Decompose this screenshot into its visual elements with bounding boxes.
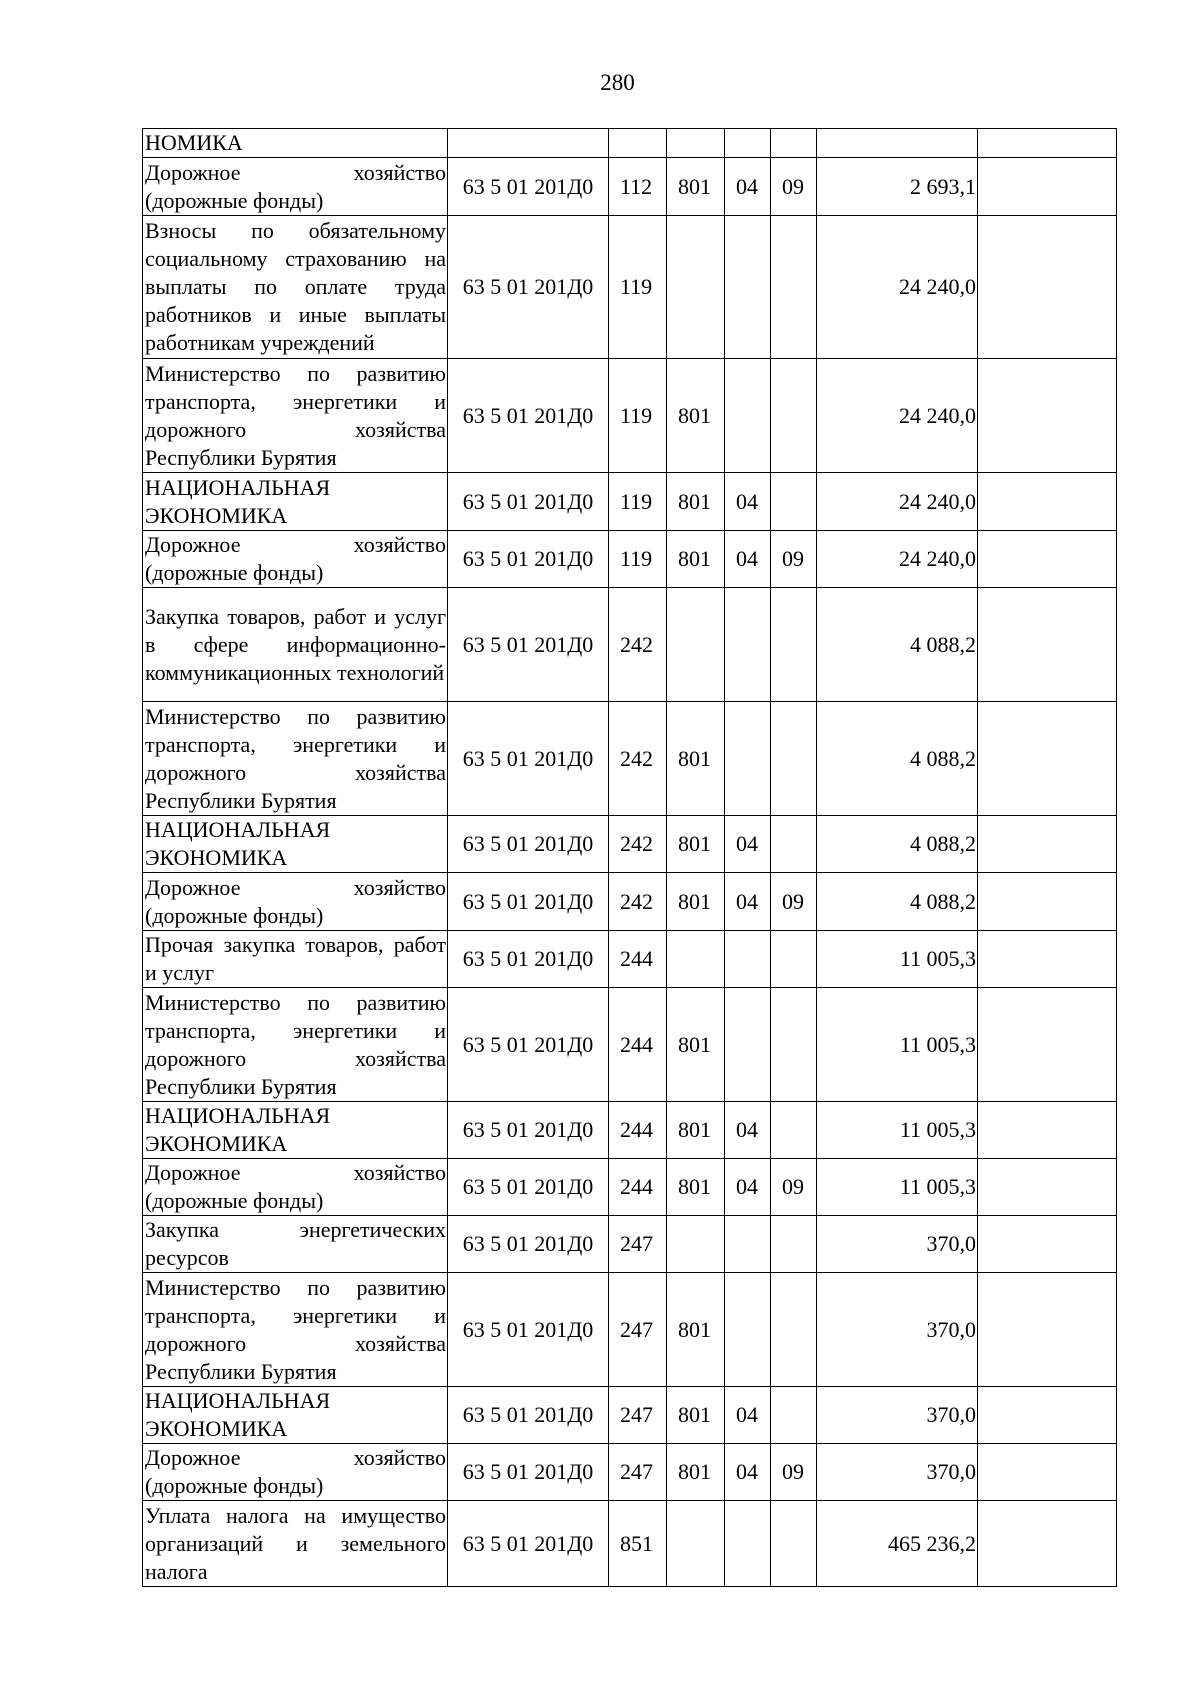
administrator-code: 801 bbox=[667, 158, 725, 216]
target-article: 63 5 01 201Д0 bbox=[448, 1273, 609, 1387]
target-article: 63 5 01 201Д0 bbox=[448, 1387, 609, 1444]
administrator-code: 801 bbox=[667, 816, 725, 873]
row-name: НАЦИОНАЛЬНАЯ ЭКОНОМИКА bbox=[143, 816, 448, 873]
table-row bbox=[143, 1159, 1117, 1216]
subsection-code: 09 bbox=[771, 1159, 817, 1216]
target-article: 63 5 01 201Д0 bbox=[448, 1159, 609, 1216]
expense-type: 119 bbox=[609, 359, 667, 473]
expense-type: 112 bbox=[609, 158, 667, 216]
target-article: 63 5 01 201Д0 bbox=[448, 816, 609, 873]
row-name: Дорожное хозяйство (дорожные фонды) bbox=[143, 1444, 448, 1501]
subsection-code bbox=[771, 1273, 817, 1387]
empty-cell bbox=[978, 1387, 1117, 1444]
administrator-code: 801 bbox=[667, 473, 725, 531]
section-code bbox=[725, 588, 771, 702]
administrator-code: 801 bbox=[667, 988, 725, 1102]
section-code: 04 bbox=[725, 473, 771, 531]
row-name: НАЦИОНАЛЬНАЯ ЭКОНОМИКА bbox=[143, 1102, 448, 1159]
section-code bbox=[725, 1273, 771, 1387]
section-code bbox=[725, 988, 771, 1102]
empty-cell bbox=[978, 216, 1117, 359]
expense-type: 851 bbox=[609, 1501, 667, 1587]
administrator-code: 801 bbox=[667, 359, 725, 473]
amount: 370,0 bbox=[817, 1387, 978, 1444]
budget-table-body bbox=[143, 129, 1117, 1587]
empty-cell bbox=[978, 129, 1117, 158]
target-article bbox=[448, 129, 609, 158]
table-row bbox=[143, 216, 1117, 359]
table-row bbox=[143, 588, 1117, 702]
administrator-code: 801 bbox=[667, 702, 725, 816]
amount: 4 088,2 bbox=[817, 702, 978, 816]
administrator-code: 801 bbox=[667, 1387, 725, 1444]
table-row bbox=[143, 931, 1117, 988]
amount: 24 240,0 bbox=[817, 216, 978, 359]
row-name: Взносы по обязательному социальному страхованию на выплаты по оплате труда работников и иные выплаты работникам учреждений bbox=[143, 216, 448, 359]
amount: 2 693,1 bbox=[817, 158, 978, 216]
amount: 11 005,3 bbox=[817, 1102, 978, 1159]
empty-cell bbox=[978, 359, 1117, 473]
table-row bbox=[143, 473, 1117, 531]
subsection-code bbox=[771, 359, 817, 473]
amount: 4 088,2 bbox=[817, 816, 978, 873]
expense-type: 244 bbox=[609, 1159, 667, 1216]
section-code bbox=[725, 129, 771, 158]
administrator-code: 801 bbox=[667, 873, 725, 931]
row-name: Министерство по развитию транспорта, энергетики и дорожного хозяйства Республики Бурятия bbox=[143, 359, 448, 473]
empty-cell bbox=[978, 1159, 1117, 1216]
row-name: Уплата налога на имущество организаций и земельного налога bbox=[143, 1501, 448, 1587]
administrator-code bbox=[667, 588, 725, 702]
row-name: Министерство по развитию транспорта, энергетики и дорожного хозяйства Республики Бурятия bbox=[143, 1273, 448, 1387]
section-code: 04 bbox=[725, 1387, 771, 1444]
section-code bbox=[725, 216, 771, 359]
subsection-code bbox=[771, 1102, 817, 1159]
target-article: 63 5 01 201Д0 bbox=[448, 588, 609, 702]
empty-cell bbox=[978, 531, 1117, 588]
row-name: Закупка энергетических ресурсов bbox=[143, 1216, 448, 1273]
administrator-code bbox=[667, 1501, 725, 1587]
empty-cell bbox=[978, 473, 1117, 531]
empty-cell bbox=[978, 588, 1117, 702]
expense-type bbox=[609, 129, 667, 158]
empty-cell bbox=[978, 816, 1117, 873]
subsection-code bbox=[771, 1501, 817, 1587]
subsection-code bbox=[771, 702, 817, 816]
target-article: 63 5 01 201Д0 bbox=[448, 988, 609, 1102]
expense-type: 244 bbox=[609, 931, 667, 988]
row-name: НОМИКА bbox=[143, 129, 448, 158]
row-name: НАЦИОНАЛЬНАЯ ЭКОНОМИКА bbox=[143, 1387, 448, 1444]
section-code: 04 bbox=[725, 1102, 771, 1159]
administrator-code: 801 bbox=[667, 1444, 725, 1501]
administrator-code: 801 bbox=[667, 1102, 725, 1159]
row-name: Дорожное хозяйство (дорожные фонды) bbox=[143, 531, 448, 588]
empty-cell bbox=[978, 1444, 1117, 1501]
amount: 4 088,2 bbox=[817, 873, 978, 931]
subsection-code bbox=[771, 473, 817, 531]
target-article: 63 5 01 201Д0 bbox=[448, 359, 609, 473]
table-row bbox=[143, 129, 1117, 158]
expense-type: 119 bbox=[609, 216, 667, 359]
target-article: 63 5 01 201Д0 bbox=[448, 1444, 609, 1501]
row-name: Дорожное хозяйство (дорожные фонды) bbox=[143, 158, 448, 216]
expense-type: 244 bbox=[609, 988, 667, 1102]
row-name: Министерство по развитию транспорта, энергетики и дорожного хозяйства Республики Бурятия bbox=[143, 702, 448, 816]
empty-cell bbox=[978, 702, 1117, 816]
administrator-code bbox=[667, 216, 725, 359]
administrator-code bbox=[667, 129, 725, 158]
empty-cell bbox=[978, 931, 1117, 988]
empty-cell bbox=[978, 988, 1117, 1102]
subsection-code bbox=[771, 588, 817, 702]
row-name: Дорожное хозяйство (дорожные фонды) bbox=[143, 873, 448, 931]
section-code: 04 bbox=[725, 158, 771, 216]
section-code bbox=[725, 1501, 771, 1587]
section-code bbox=[725, 702, 771, 816]
row-name: НАЦИОНАЛЬНАЯ ЭКОНОМИКА bbox=[143, 473, 448, 531]
amount bbox=[817, 129, 978, 158]
subsection-code bbox=[771, 931, 817, 988]
table-row bbox=[143, 702, 1117, 816]
row-name: Дорожное хозяйство (дорожные фонды) bbox=[143, 1159, 448, 1216]
amount: 370,0 bbox=[817, 1273, 978, 1387]
subsection-code: 09 bbox=[771, 1444, 817, 1501]
page-number: 280 bbox=[600, 70, 635, 95]
amount: 24 240,0 bbox=[817, 359, 978, 473]
section-code bbox=[725, 1216, 771, 1273]
expense-type: 242 bbox=[609, 588, 667, 702]
expense-type: 247 bbox=[609, 1216, 667, 1273]
table-row bbox=[143, 531, 1117, 588]
expense-type: 247 bbox=[609, 1387, 667, 1444]
target-article: 63 5 01 201Д0 bbox=[448, 158, 609, 216]
amount: 24 240,0 bbox=[817, 473, 978, 531]
target-article: 63 5 01 201Д0 bbox=[448, 1216, 609, 1273]
subsection-code: 09 bbox=[771, 873, 817, 931]
target-article: 63 5 01 201Д0 bbox=[448, 873, 609, 931]
target-article: 63 5 01 201Д0 bbox=[448, 1501, 609, 1587]
target-article: 63 5 01 201Д0 bbox=[448, 531, 609, 588]
section-code bbox=[725, 931, 771, 988]
empty-cell bbox=[978, 1501, 1117, 1587]
table-row bbox=[143, 359, 1117, 473]
amount: 11 005,3 bbox=[817, 931, 978, 988]
budget-table bbox=[142, 128, 1117, 1587]
expense-type: 119 bbox=[609, 473, 667, 531]
table-row bbox=[143, 1501, 1117, 1587]
administrator-code bbox=[667, 931, 725, 988]
section-code: 04 bbox=[725, 816, 771, 873]
subsection-code: 09 bbox=[771, 531, 817, 588]
empty-cell bbox=[978, 1102, 1117, 1159]
administrator-code: 801 bbox=[667, 1273, 725, 1387]
expense-type: 119 bbox=[609, 531, 667, 588]
target-article: 63 5 01 201Д0 bbox=[448, 1102, 609, 1159]
row-name: Закупка товаров, работ и услуг в сфере информационно-коммуникационных технологий bbox=[143, 588, 448, 702]
section-code: 04 bbox=[725, 1159, 771, 1216]
amount: 4 088,2 bbox=[817, 588, 978, 702]
empty-cell bbox=[978, 1216, 1117, 1273]
target-article: 63 5 01 201Д0 bbox=[448, 931, 609, 988]
administrator-code: 801 bbox=[667, 531, 725, 588]
expense-type: 242 bbox=[609, 816, 667, 873]
expense-type: 242 bbox=[609, 702, 667, 816]
amount: 370,0 bbox=[817, 1216, 978, 1273]
expense-type: 247 bbox=[609, 1273, 667, 1387]
section-code: 04 bbox=[725, 1444, 771, 1501]
row-name: Прочая закупка товаров, работ и услуг bbox=[143, 931, 448, 988]
table-row bbox=[143, 988, 1117, 1102]
expense-type: 242 bbox=[609, 873, 667, 931]
empty-cell bbox=[978, 1273, 1117, 1387]
administrator-code: 801 bbox=[667, 1159, 725, 1216]
table-row bbox=[143, 1444, 1117, 1501]
empty-cell bbox=[978, 873, 1117, 931]
administrator-code bbox=[667, 1216, 725, 1273]
amount: 11 005,3 bbox=[817, 1159, 978, 1216]
section-code bbox=[725, 359, 771, 473]
subsection-code bbox=[771, 1387, 817, 1444]
row-name: Министерство по развитию транспорта, энергетики и дорожного хозяйства Республики Бурятия bbox=[143, 988, 448, 1102]
subsection-code: 09 bbox=[771, 158, 817, 216]
subsection-code bbox=[771, 816, 817, 873]
amount: 465 236,2 bbox=[817, 1501, 978, 1587]
table-row bbox=[143, 1102, 1117, 1159]
subsection-code bbox=[771, 129, 817, 158]
empty-cell bbox=[978, 158, 1117, 216]
section-code: 04 bbox=[725, 531, 771, 588]
subsection-code bbox=[771, 216, 817, 359]
target-article: 63 5 01 201Д0 bbox=[448, 216, 609, 359]
table-row bbox=[143, 816, 1117, 873]
subsection-code bbox=[771, 1216, 817, 1273]
amount: 24 240,0 bbox=[817, 531, 978, 588]
target-article: 63 5 01 201Д0 bbox=[448, 473, 609, 531]
table-row bbox=[143, 158, 1117, 216]
expense-type: 247 bbox=[609, 1444, 667, 1501]
target-article: 63 5 01 201Д0 bbox=[448, 702, 609, 816]
table-row bbox=[143, 873, 1117, 931]
table-row bbox=[143, 1216, 1117, 1273]
amount: 370,0 bbox=[817, 1444, 978, 1501]
table-row bbox=[143, 1273, 1117, 1387]
section-code: 04 bbox=[725, 873, 771, 931]
subsection-code bbox=[771, 988, 817, 1102]
table-row bbox=[143, 1387, 1117, 1444]
expense-type: 244 bbox=[609, 1102, 667, 1159]
amount: 11 005,3 bbox=[817, 988, 978, 1102]
